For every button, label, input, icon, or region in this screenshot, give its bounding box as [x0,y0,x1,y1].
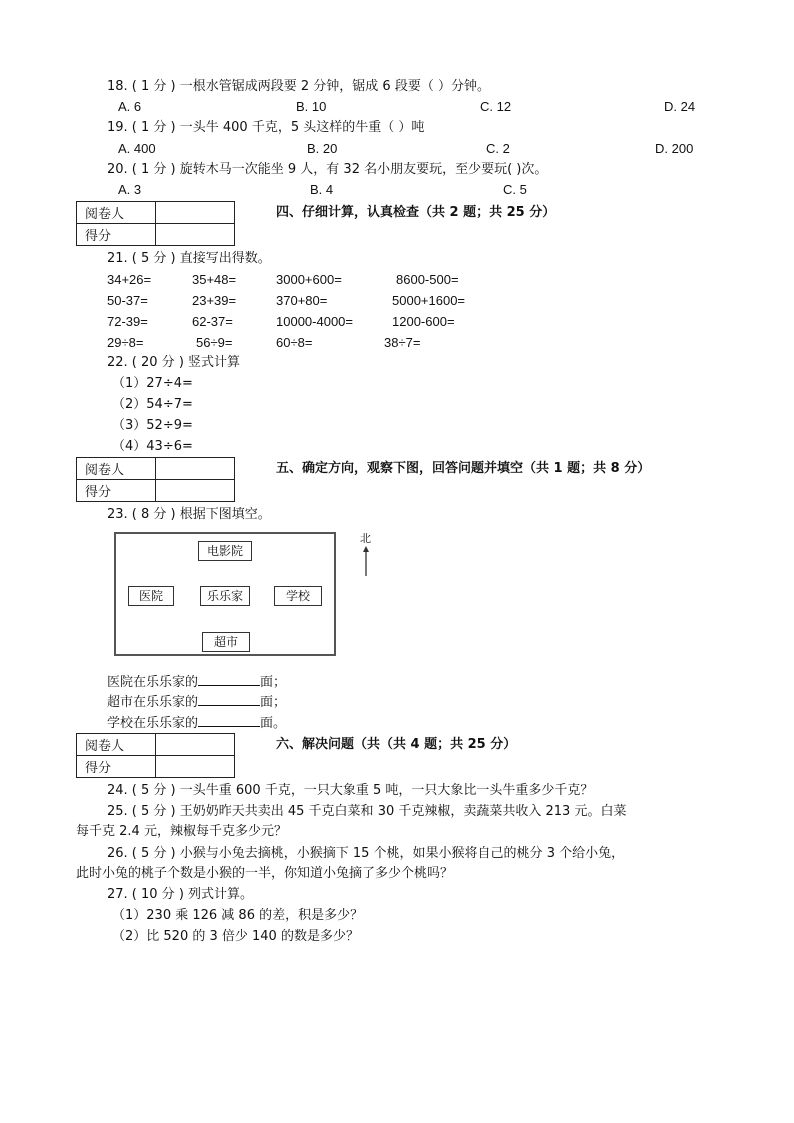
q19-option-d: D. 200 [655,141,694,156]
section-4-title: 四、仔细计算，认真检查（共 2 题；共 25 分） [276,205,556,220]
q23-blank-suffix: 面； [260,675,287,690]
reviewer-label: 阅卷人 [77,734,156,756]
direction-map [114,532,336,656]
question-24: 24. ( 5 分 ) 一头牛重 600 千克，一只大象重 5 吨，一只大象比一头牛重多少千克？ [107,783,594,798]
question-19-stem: 19. ( 1 分 ) 一头牛 400 千克，5 头这样的牛重（ ）吨 [107,120,425,135]
score-table-section-6 [76,733,235,778]
q18-option-b: B. 10 [296,99,327,114]
q21-item: 8600-500= [396,272,459,287]
q21-item: 56÷9= [196,335,233,350]
reviewer-cell[interactable] [156,202,235,224]
section-6-title: 六、解决问题（共（共 4 题；共 25 分） [276,737,517,752]
score-cell[interactable] [156,480,235,502]
reviewer-cell[interactable] [156,458,235,480]
q23-blank-suffix: 面。 [260,716,287,731]
q18-option-c: C. 12 [480,99,512,114]
north-label: 北 [360,532,371,545]
answer-blank[interactable] [198,712,260,727]
question-18-stem: 18. ( 1 分 ) 一根水管锯成两段要 2 分钟，锯成 6 段要（ ）分钟。 [107,79,490,94]
q23-blank-row [107,671,286,693]
map-hospital: 医院 [128,586,174,606]
q21-item: 10000-4000= [276,314,353,329]
reviewer-label: 阅卷人 [77,202,156,224]
q21-item: 23+39= [192,293,237,308]
map-market: 超市 [202,632,250,652]
q21-item: 62-37= [192,314,233,329]
score-cell[interactable] [156,756,235,778]
q23-blank-prefix: 超市在乐乐家的 [107,695,199,710]
q19-option-b: B. 20 [307,141,338,156]
q20-option-b: B. 4 [310,182,334,197]
question-26-line1: 26. ( 5 分 ) 小猴与小兔去摘桃，小猴摘下 15 个桃，如果小猴将自己的桃分 3 个给小兔， [107,846,625,861]
q23-blank-prefix: 医院在乐乐家的 [107,675,199,690]
question-23-stem: 23. ( 8 分 ) 根据下图填空。 [107,507,271,522]
q23-blank-row [107,691,286,713]
q22-item: （3）52÷9= [112,418,193,433]
q23-blank-prefix: 学校在乐乐家的 [107,716,199,731]
q21-item: 5000+1600= [392,293,466,308]
q22-item: （1）27÷4= [112,376,193,391]
q27-item: （2）比 520 的 3 倍少 140 的数是多少？ [112,929,359,944]
question-27-stem: 27. ( 10 分 ) 列式计算。 [107,887,254,902]
q18-option-d: D. 24 [664,99,696,114]
question-20-stem: 20. ( 1 分 ) 旋转木马一次能坐 9 人，有 32 名小朋友要玩，至少要玩( )次。 [107,162,548,177]
q21-item: 1200-600= [392,314,455,329]
question-26-line2: 此时小兔的桃子个数是小猴的一半，你知道小兔摘了多少个桃吗？ [76,866,454,881]
section-5-title: 五、确定方向，观察下图，回答问题并填空（共 1 题；共 8 分） [276,461,651,476]
q21-item: 370+80= [276,293,328,308]
score-label: 得分 [77,756,156,778]
score-table-section-4 [76,201,235,246]
map-home: 乐乐家 [200,586,250,606]
score-label: 得分 [77,480,156,502]
q27-item: （1）230 乘 126 减 86 的差，积是多少？ [112,908,364,923]
score-table-section-5 [76,457,235,502]
q20-option-c: C. 5 [503,182,527,197]
q19-option-c: C. 2 [486,141,510,156]
score-cell[interactable] [156,224,235,246]
q20-option-a: A. 3 [118,182,142,197]
score-label: 得分 [77,224,156,246]
q22-item: （2）54÷7= [112,397,193,412]
map-cinema: 电影院 [198,541,252,561]
answer-blank[interactable] [198,671,260,686]
q21-item: 72-39= [107,314,148,329]
question-25-line1: 25. ( 5 分 ) 王奶奶昨天共卖出 45 千克白菜和 30 千克辣椒，卖蔬菜共收入 213 元。白菜 [107,804,627,819]
question-22-stem: 22. ( 20 分 ) 竖式计算 [107,355,241,370]
north-arrow-icon [362,546,370,576]
q21-item: 3000+600= [276,272,342,287]
q21-item: 34+26= [107,272,152,287]
q19-option-a: A. 400 [118,141,156,156]
q21-item: 38÷7= [384,335,421,350]
reviewer-label: 阅卷人 [77,458,156,480]
q21-item: 29÷8= [107,335,144,350]
question-21-stem: 21. ( 5 分 ) 直接写出得数。 [107,251,271,266]
q21-item: 35+48= [192,272,237,287]
answer-blank[interactable] [198,691,260,706]
q21-item: 50-37= [107,293,148,308]
reviewer-cell[interactable] [156,734,235,756]
q23-blank-suffix: 面； [260,695,287,710]
map-school: 学校 [274,586,322,606]
q22-item: （4）43÷6= [112,439,193,454]
q23-blank-row [107,712,286,734]
q18-option-a: A. 6 [118,99,142,114]
question-25-line2: 每千克 2.4 元，辣椒每千克多少元？ [76,824,287,839]
q21-item: 60÷8= [276,335,313,350]
